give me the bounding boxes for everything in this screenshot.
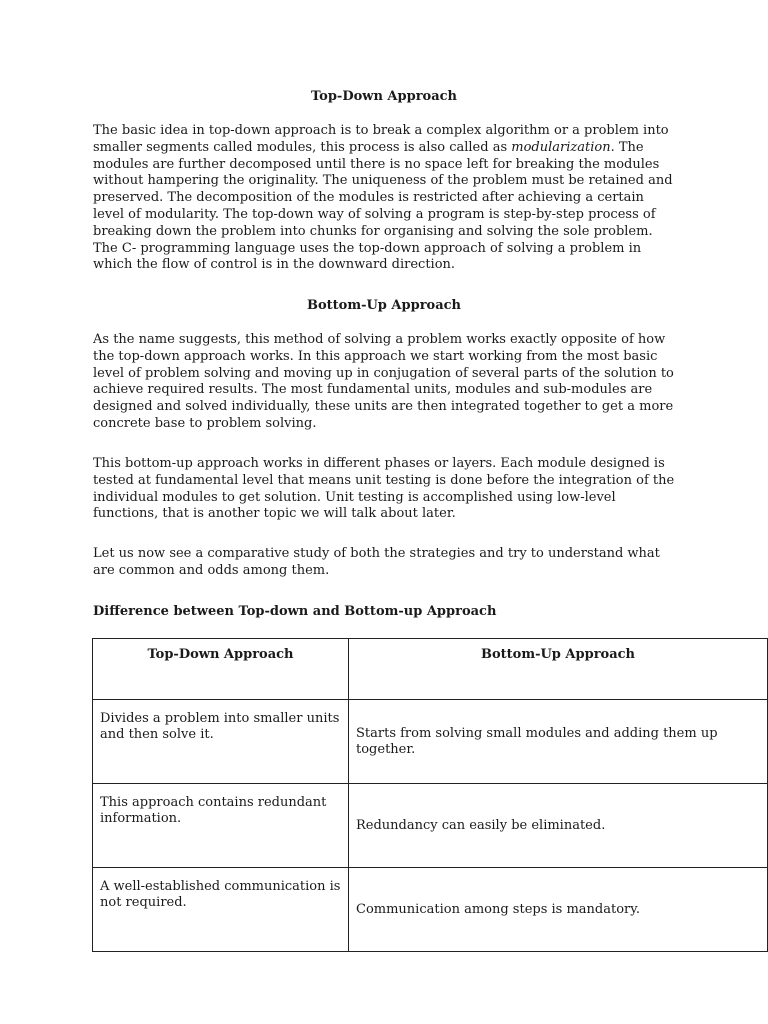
top-down-text-before: The basic idea in top-down approach is to break a complex algorithm or a problem into smaller segments called modules, this process is also called as: [93, 123, 669, 155]
table-row: [93, 784, 768, 868]
table-cell-top-down: This approach contains redundant information.: [93, 784, 349, 868]
bottom-up-text-2: This bottom-up approach works in different phases or layers. Each module designed is tested at fundamental level that means unit testing is done before the integration of the individual modules to get solution. Unit testing is accomplished using low-level functions, that is another topic we will talk about later.: [93, 456, 675, 522]
top-down-text-after: The modules are further decomposed until there is no space left for breaking the modules without hampering the originality. The uniqueness of the problem must be retained and preserved. The decomposition of the modules is restricted after achieving a certain level of modularity. The top-down way of solving a program is step-by-step process of breaking down the problem into chunks for organising and solving the sole problem. The C- programming language uses the top-down approach of solving a problem in which the flow of control is in the downward direction.: [93, 139, 673, 273]
table-row: [93, 868, 768, 952]
table-cell-top-down: A well-established communication is not required.: [93, 868, 349, 952]
table-header-top-down: Top-Down Approach: [93, 639, 349, 700]
comparison-table: [92, 638, 768, 952]
bottom-up-title: Bottom-Up Approach: [306, 298, 462, 313]
table-cell-bottom-up: Redundancy can easily be eliminated.: [349, 784, 768, 868]
bottom-up-text-1: As the name suggests, this method of solving a problem works exactly opposite of how the top-down approach works. In this approach we start working from the most basic level of problem solving and moving up in conjugation of several parts of the solution to achieve required results. The most fundamental units, modules and sub-modules are designed and solved individually, these units are then integrated together to get a more concrete base to problem solving.: [93, 332, 674, 431]
table-header-row: [93, 639, 768, 700]
table-cell-top-down: Divides a problem into smaller units and then solve it.: [93, 700, 349, 784]
modularization-term: modularization.: [511, 139, 615, 155]
top-down-text: [93, 123, 675, 274]
top-down-paragraph: [93, 123, 675, 274]
table-cell-bottom-up: Starts from solving small modules and adding them up together.: [349, 700, 768, 784]
table-header-bottom-up: Bottom-Up Approach: [349, 639, 768, 700]
top-down-title: Top-Down Approach: [310, 89, 458, 104]
bottom-up-paragraph-1: [93, 332, 675, 433]
bottom-up-paragraph-3: [93, 546, 675, 580]
bottom-up-text-3: Let us now see a comparative study of both the strategies and try to understand what are common and odds among them.: [93, 546, 660, 578]
table-row: [93, 700, 768, 784]
table-cell-bottom-up: Communication among steps is mandatory.: [349, 868, 768, 952]
bottom-up-paragraph-2: [93, 456, 675, 523]
difference-title: Difference between Top-down and Bottom-up Approach: [93, 604, 497, 619]
